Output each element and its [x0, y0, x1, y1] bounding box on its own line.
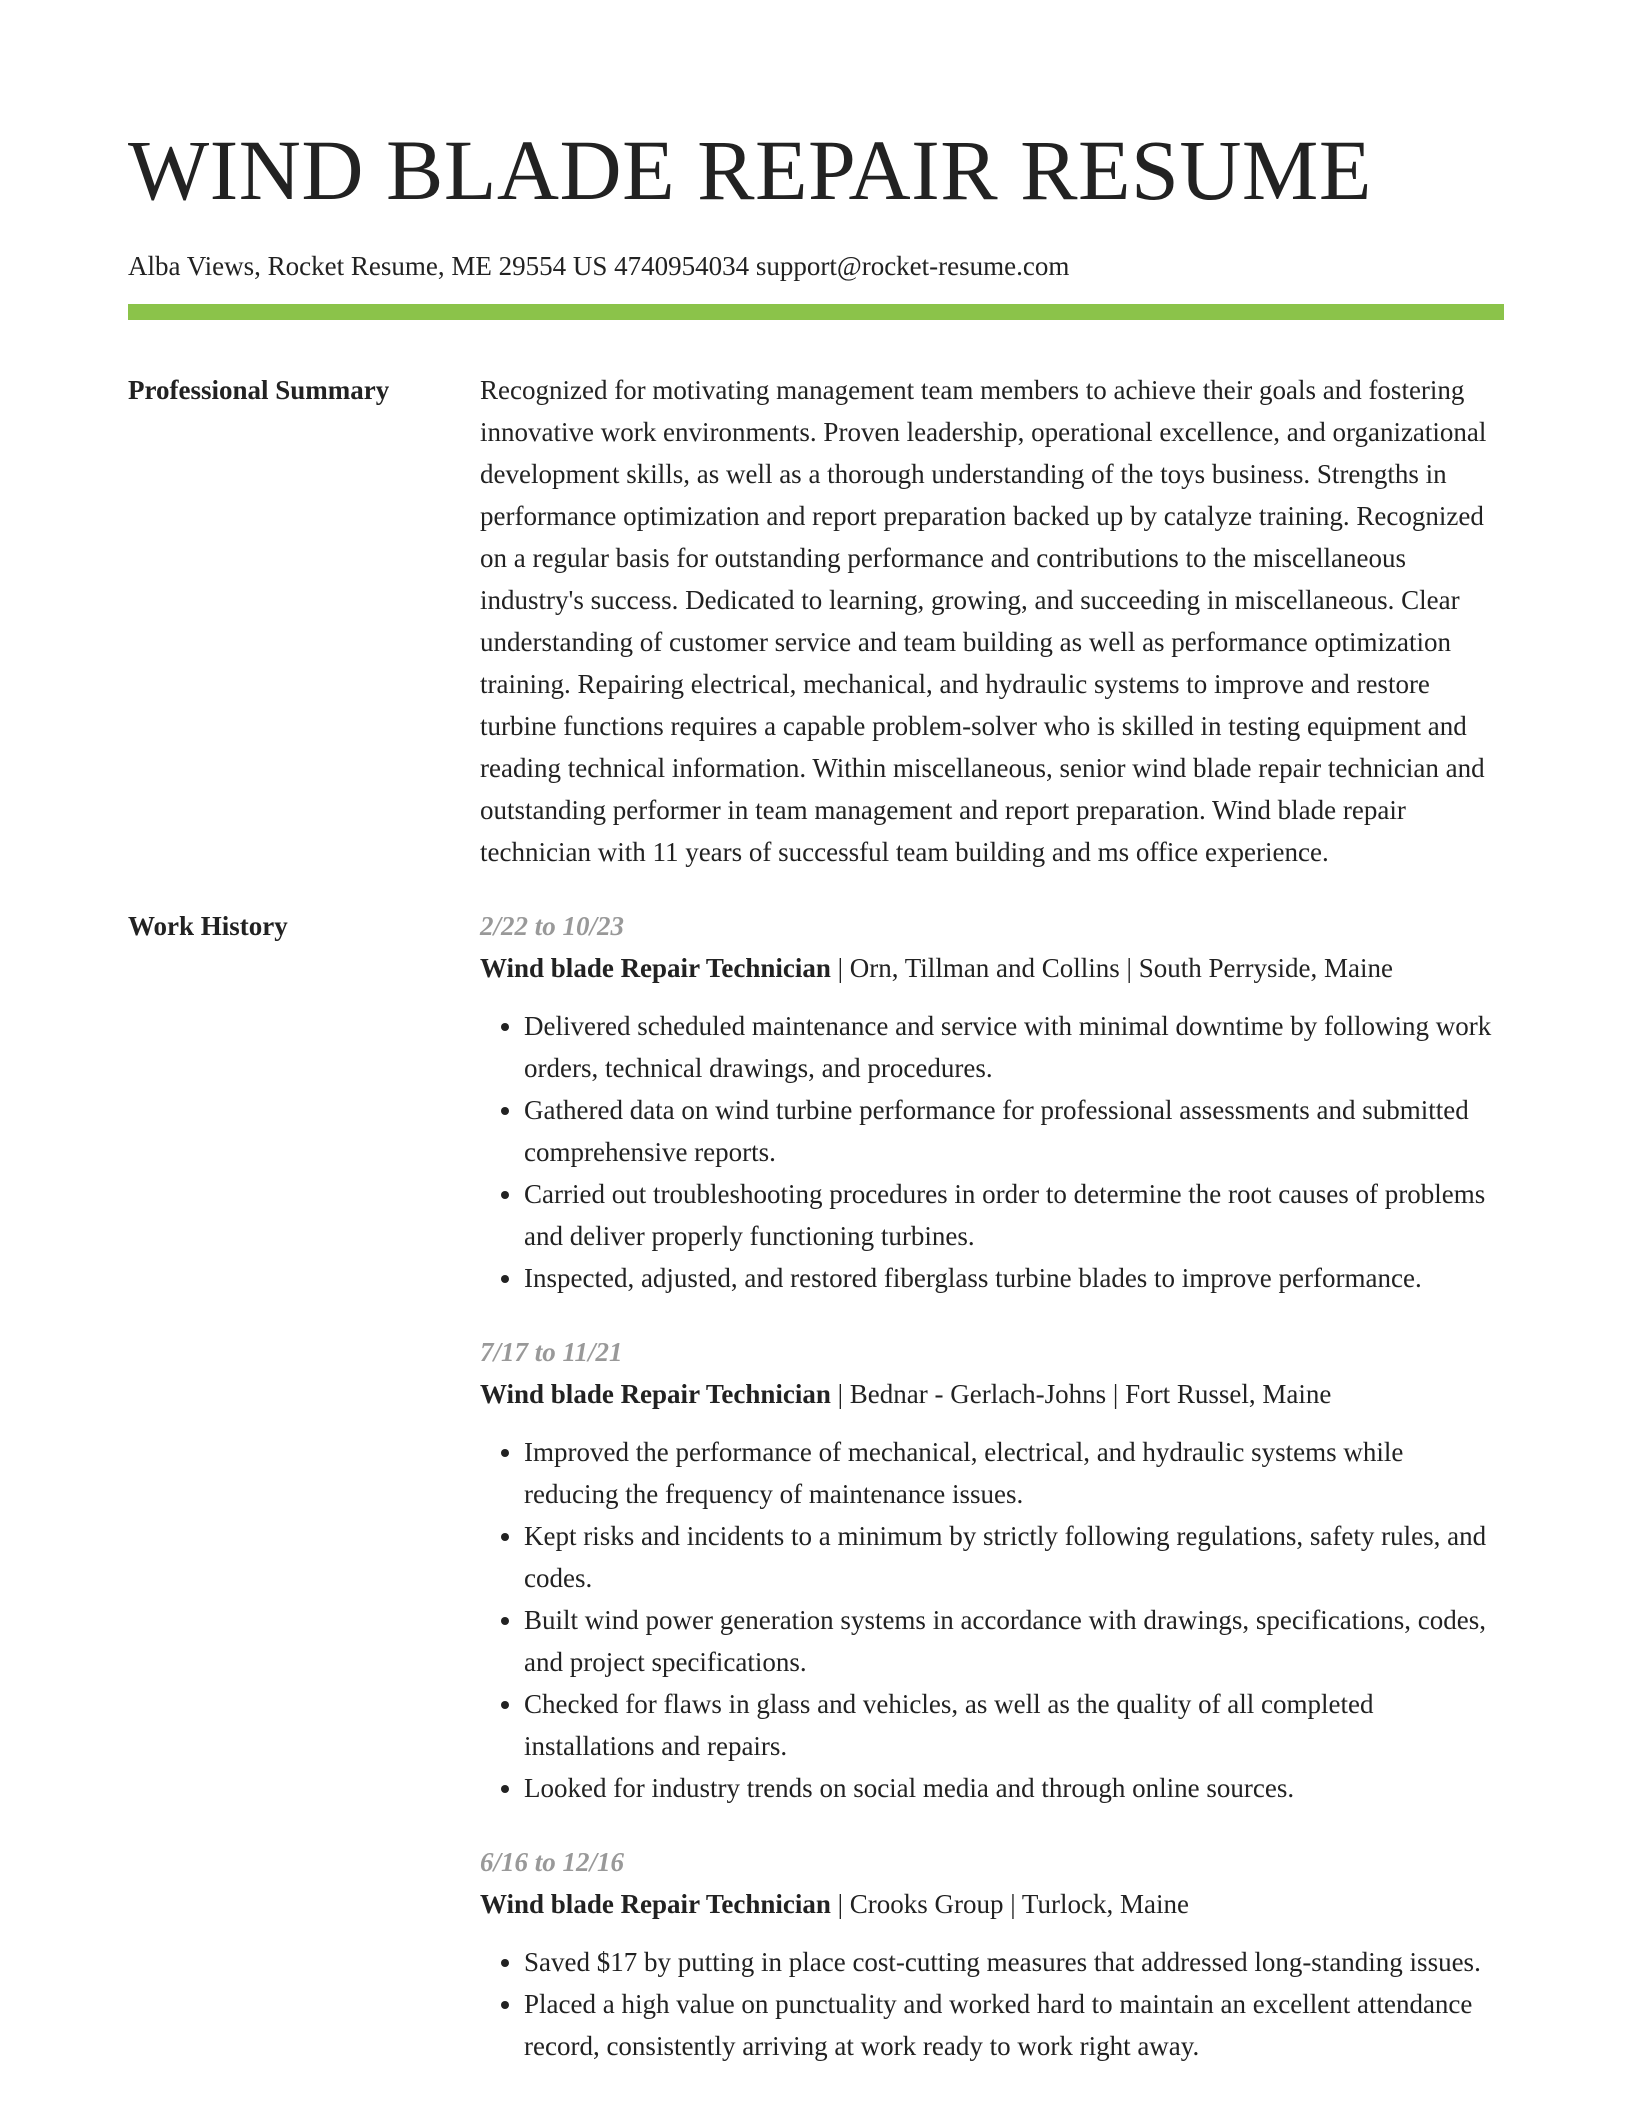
job-heading [480, 1373, 1504, 1415]
job-employer-location: | Crooks Group | Turlock, Maine [830, 1889, 1189, 1919]
work-history-list [480, 905, 1504, 2067]
job-entry [480, 1841, 1504, 2067]
job-employer-location: | Orn, Tillman and Collins | South Perryside, Maine [830, 953, 1393, 983]
resume-page [128, 0, 1504, 2067]
work-history-section [128, 905, 1504, 2067]
job-dates: 7/17 to 11/21 [480, 1337, 623, 1367]
job-bullets [480, 1005, 1504, 1299]
job-bullet: • Built wind power generation systems in accordance with drawings, specifications, codes, and project specifications. [524, 1599, 1504, 1683]
job-bullet: • Kept risks and incidents to a minimum by strictly following regulations, safety rules, and codes. [524, 1515, 1504, 1599]
header-divider [128, 304, 1504, 320]
job-bullet: • Inspected, adjusted, and restored fiberglass turbine blades to improve performance. [524, 1257, 1504, 1299]
section-label-professional-summary: Professional Summary [128, 375, 390, 405]
job-dates: 2/22 to 10/23 [480, 911, 625, 941]
job-entry [480, 1331, 1504, 1809]
resume-title: WIND BLADE REPAIR RESUME [128, 122, 1372, 218]
job-dates: 6/16 to 12/16 [480, 1847, 625, 1877]
professional-summary-section [128, 369, 1504, 873]
job-employer-location: | Bednar - Gerlach-Johns | Fort Russel, Maine [830, 1379, 1332, 1409]
job-bullet: • Delivered scheduled maintenance and service with minimal downtime by following work orders, technical drawings, and procedures. [524, 1005, 1504, 1089]
job-bullet: • Carried out troubleshooting procedures in order to determine the root causes of problems and deliver properly functioning turbines. [524, 1173, 1504, 1257]
job-bullet: • Saved $17 by putting in place cost-cutting measures that addressed long-standing issues. [524, 1941, 1504, 1983]
job-bullet: • Improved the performance of mechanical, electrical, and hydraulic systems while reducing the frequency of maintenance issues. [524, 1431, 1504, 1515]
job-bullet: • Looked for industry trends on social media and through online sources. [524, 1767, 1504, 1809]
job-entry [480, 905, 1504, 1299]
summary-text: Recognized for motivating management team members to achieve their goals and fostering innovative work environments. Proven leadership, operational excellence, and organizational development skills, as well as a thorough understanding of the toys business. Strengths in performance optimization and report preparation backed up by catalyze training. Recognized on a regular basis for outstanding performance and contributions to the miscellaneous industry's success. Dedicated to learning, growing, and succeeding in miscellaneous. Clear understanding of customer service and team building as well as performance optimization training. Repairing electrical, mechanical, and hydraulic systems to improve and restore turbine functions requires a capable problem-solver who is skilled in testing equipment and reading technical information. Within miscellaneous, senior wind blade repair technician and outstanding performer in team management and report preparation. Wind blade repair technician with 11 years of successful team building and ms office experience. [480, 375, 1487, 867]
job-title: Wind blade Repair Technician [480, 953, 831, 983]
job-bullet: • Checked for flaws in glass and vehicles, as well as the quality of all completed installations and repairs. [524, 1683, 1504, 1767]
section-label-work-history: Work History [128, 911, 288, 941]
job-bullets [480, 1431, 1504, 1809]
job-heading [480, 947, 1504, 989]
job-title: Wind blade Repair Technician [480, 1889, 831, 1919]
job-bullet: • Placed a high value on punctuality and worked hard to maintain an excellent attendance record, consistently arriving at work ready to work right away. [524, 1983, 1504, 2067]
contact-line: Alba Views, Rocket Resume, ME 29554 US 4740954034 support@rocket-resume.com [128, 251, 1070, 281]
job-bullet: • Gathered data on wind turbine performance for professional assessments and submitted comprehensive reports. [524, 1089, 1504, 1173]
job-heading [480, 1883, 1504, 1925]
job-bullets [480, 1941, 1504, 2067]
job-title: Wind blade Repair Technician [480, 1379, 831, 1409]
